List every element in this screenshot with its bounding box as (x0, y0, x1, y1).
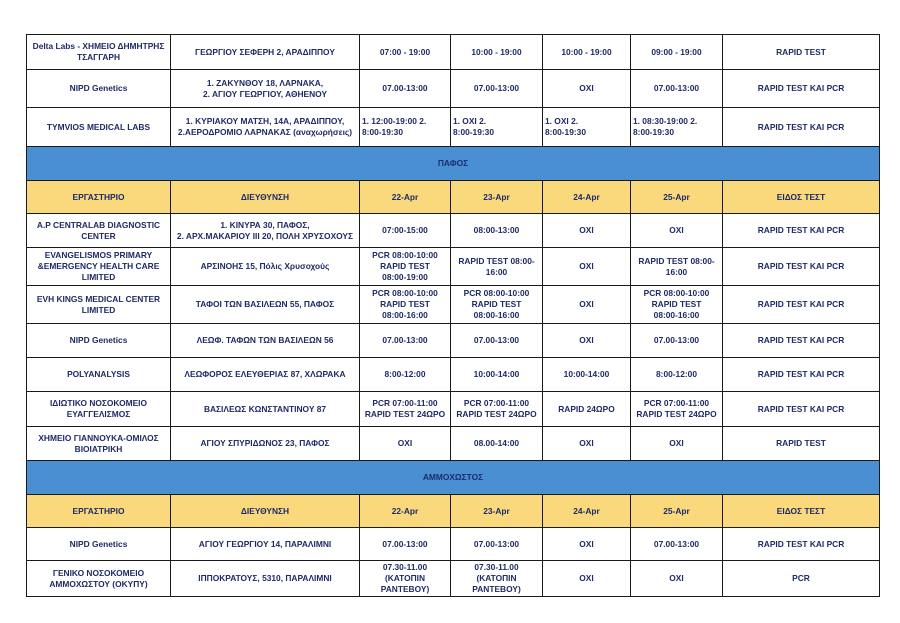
hours-day-3: ΟΧΙ (543, 561, 631, 597)
hours-day-1: PCR 08:00-10:00 RAPID TEST 08:00-19:00 (360, 248, 451, 286)
table-row (27, 108, 880, 147)
hours-day-4: ΟΧΙ (631, 214, 723, 248)
hours-day-3: 1. ΟΧΙ 2. 8:00-19:30 (543, 108, 631, 147)
table-row (27, 35, 880, 70)
header-day-3: 24-Apr (543, 495, 631, 528)
header-day-1: 22-Apr (360, 181, 451, 214)
table-row (27, 561, 880, 597)
test-type: RAPID TEST ΚΑΙ PCR (723, 324, 880, 358)
lab-address: 1. ΚΥΡΙΑΚΟΥ ΜΑΤΣΗ, 14Α, ΑΡΑΔΙΠΠΟΥ, 2.ΑΕΡΟΔΡΟΜΙΟ ΛΑΡΝΑΚΑΣ (αναχωρήσεις) (171, 108, 360, 147)
lab-name: EVH KINGS MEDICAL CENTER LIMITED (27, 286, 171, 324)
hours-day-1: 07:00 - 19:00 (360, 35, 451, 70)
table-row (27, 324, 880, 358)
table-row (27, 528, 880, 561)
lab-name: NIPD Genetics (27, 70, 171, 108)
hours-day-3: 10:00 - 19:00 (543, 35, 631, 70)
lab-name: ΙΔΙΩΤΙΚΟ ΝΟΣΟΚΟΜΕΙΟ ΕΥΑΓΓΕΛΙΣΜΟΣ (27, 392, 171, 427)
lab-address: ΒΑΣΙΛΕΩΣ ΚΩΝΣΤΑΝΤΙΝΟΥ 87 (171, 392, 360, 427)
hours-day-4: RAPID TEST 08:00- 16:00 (631, 248, 723, 286)
header-address: ΔΙΕΥΘΥΝΣΗ (171, 181, 360, 214)
lab-name: POLYANALYSIS (27, 358, 171, 392)
lab-name: NIPD Genetics (27, 324, 171, 358)
hours-day-3: 10:00-14:00 (543, 358, 631, 392)
test-type: RAPID TEST ΚΑΙ PCR (723, 358, 880, 392)
lab-address: ΑΓΙΟΥ ΓΕΩΡΓΙΟΥ 14, ΠΑΡΑΛΙΜΝΙ (171, 528, 360, 561)
hours-day-3: ΟΧΙ (543, 324, 631, 358)
hours-day-1: PCR 07:00-11:00 RAPID TEST 24ΩΡΟ (360, 392, 451, 427)
header-test-type: ΕΙΔΟΣ ΤΕΣΤ (723, 181, 880, 214)
hours-day-4: ΟΧΙ (631, 561, 723, 597)
hours-day-2: 08:00-13:00 (451, 214, 543, 248)
header-day-2: 23-Apr (451, 495, 543, 528)
hours-day-1: ΟΧΙ (360, 427, 451, 461)
hours-day-2: 07.30-11.00 (ΚΑΤΟΠΙΝ ΡΑΝΤΕΒΟΥ) (451, 561, 543, 597)
table-row (27, 427, 880, 461)
lab-address: ΑΓΙΟΥ ΣΠΥΡΙΔΩΝΟΣ 23, ΠΑΦΟΣ (171, 427, 360, 461)
hours-day-2: PCR 07:00-11:00 RAPID TEST 24ΩΡΟ (451, 392, 543, 427)
section-title: ΠΑΦΟΣ (27, 147, 880, 181)
test-type: RAPID TEST ΚΑΙ PCR (723, 392, 880, 427)
hours-day-2: RAPID TEST 08:00- 16:00 (451, 248, 543, 286)
lab-name: EVANGELISMOS PRIMARY &EMERGENCY HEALTH CARE LIMITED (27, 248, 171, 286)
hours-day-4: 07.00-13:00 (631, 324, 723, 358)
hours-day-4: PCR 07:00-11:00 RAPID TEST 24ΩΡΟ (631, 392, 723, 427)
header-address: ΔΙΕΥΘΥΝΣΗ (171, 495, 360, 528)
hours-day-4: 8:00-12:00 (631, 358, 723, 392)
table-row (27, 70, 880, 108)
table-row (27, 358, 880, 392)
test-type: RAPID TEST (723, 35, 880, 70)
hours-day-1: 07.30-11.00 (ΚΑΤΟΠΙΝ ΡΑΝΤΕΒΟΥ) (360, 561, 451, 597)
hours-day-2: 10:00-14:00 (451, 358, 543, 392)
hours-day-1: 07.00-13:00 (360, 70, 451, 108)
table-header-row (27, 495, 880, 528)
hours-day-1: 07:00-15:00 (360, 214, 451, 248)
lab-address: ΛΕΩΦΟΡΟΣ ΕΛΕΥΘΕΡΙΑΣ 87, ΧΛΩΡΑΚΑ (171, 358, 360, 392)
hours-day-2: 10:00 - 19:00 (451, 35, 543, 70)
header-lab: ΕΡΓΑΣΤΗΡΙΟ (27, 495, 171, 528)
hours-day-3: RAPID 24ΩΡΟ (543, 392, 631, 427)
section-row-pafos (27, 147, 880, 181)
test-type: RAPID TEST ΚΑΙ PCR (723, 286, 880, 324)
test-type: RAPID TEST ΚΑΙ PCR (723, 214, 880, 248)
hours-day-1: PCR 08:00-10:00 RAPID TEST 08:00-16:00 (360, 286, 451, 324)
lab-name: Delta Labs - ΧΗΜΕΙΟ ΔΗΜΗΤΡΗΣ ΤΣΑΓΓΑΡΗ (27, 35, 171, 70)
hours-day-4: 09:00 - 19:00 (631, 35, 723, 70)
lab-address: ΙΠΠΟΚΡΑΤΟΥΣ, 5310, ΠΑΡΑΛΙΜΝΙ (171, 561, 360, 597)
header-day-2: 23-Apr (451, 181, 543, 214)
hours-day-4: PCR 08:00-10:00 RAPID TEST 08:00-16:00 (631, 286, 723, 324)
table-header-row (27, 181, 880, 214)
test-type: RAPID TEST ΚΑΙ PCR (723, 248, 880, 286)
hours-day-1: 07.00-13:00 (360, 528, 451, 561)
header-day-4: 25-Apr (631, 495, 723, 528)
hours-day-2: PCR 08:00-10:00 RAPID TEST 08:00-16:00 (451, 286, 543, 324)
hours-day-3: ΟΧΙ (543, 427, 631, 461)
test-type: RAPID TEST ΚΑΙ PCR (723, 70, 880, 108)
table-row (27, 248, 880, 286)
hours-day-2: 08.00-14:00 (451, 427, 543, 461)
hours-day-2: 07.00-13:00 (451, 70, 543, 108)
hours-day-2: 07.00-13:00 (451, 528, 543, 561)
hours-day-3: ΟΧΙ (543, 214, 631, 248)
hours-day-4: ΟΧΙ (631, 427, 723, 461)
hours-day-3: ΟΧΙ (543, 528, 631, 561)
lab-address: ΑΡΣΙΝΟΗΣ 15, Πόλις Χρυσοχούς (171, 248, 360, 286)
test-type: PCR (723, 561, 880, 597)
test-type: RAPID TEST (723, 427, 880, 461)
hours-day-4: 07.00-13:00 (631, 528, 723, 561)
lab-address: 1. ΖΑΚΥΝΘΟΥ 18, ΛΑΡΝΑΚΑ, 2. ΑΓΙΟΥ ΓΕΩΡΓΙΟΥ, ΑΘΗΕΝΟΥ (171, 70, 360, 108)
hours-day-1: 1. 12:00-19:00 2. 8:00-19:30 (360, 108, 451, 147)
lab-name: ΓΕΝΙΚΟ ΝΟΣΟΚΟΜΕΙΟ ΑΜΜΟΧΩΣΤΟΥ (ΟΚΥΠΥ) (27, 561, 171, 597)
table-row (27, 214, 880, 248)
section-title: ΑΜΜΟΧΩΣΤΟΣ (27, 461, 880, 495)
hours-day-4: 1. 08:30-19:00 2. 8:00-19:30 (631, 108, 723, 147)
hours-day-4: 07.00-13:00 (631, 70, 723, 108)
hours-day-1: 07.00-13:00 (360, 324, 451, 358)
test-type: RAPID TEST ΚΑΙ PCR (723, 108, 880, 147)
hours-day-2: 1. ΟΧΙ 2. 8:00-19:30 (451, 108, 543, 147)
header-day-4: 25-Apr (631, 181, 723, 214)
hours-day-1: 8:00-12:00 (360, 358, 451, 392)
hours-day-3: ΟΧΙ (543, 286, 631, 324)
lab-name: TYMVIOS MEDICAL LABS (27, 108, 171, 147)
testing-schedule-table (26, 34, 880, 597)
lab-address: ΓΕΩΡΓΙΟΥ ΣΕΦΕΡΗ 2, ΑΡΑΔΙΠΠΟΥ (171, 35, 360, 70)
lab-address: 1. ΚΙΝΥΡΑ 30, ΠΑΦΟΣ, 2. ΑΡΧ.ΜΑΚΑΡΙΟΥ ΙΙΙ 20, ΠΟΛΗ ΧΡΥΣΟΧΟΥΣ (171, 214, 360, 248)
section-row-ammochostos (27, 461, 880, 495)
hours-day-2: 07.00-13:00 (451, 324, 543, 358)
lab-name: A.P CENTRALAB DIAGNOSTIC CENTER (27, 214, 171, 248)
hours-day-3: ΟΧΙ (543, 70, 631, 108)
test-type: RAPID TEST ΚΑΙ PCR (723, 528, 880, 561)
header-day-1: 22-Apr (360, 495, 451, 528)
table-row (27, 286, 880, 324)
hours-day-3: ΟΧΙ (543, 248, 631, 286)
header-test-type: ΕΙΔΟΣ ΤΕΣΤ (723, 495, 880, 528)
lab-address: ΛΕΩΦ. ΤΑΦΩΝ ΤΩΝ ΒΑΣΙΛΕΩΝ 56 (171, 324, 360, 358)
header-day-3: 24-Apr (543, 181, 631, 214)
header-lab: ΕΡΓΑΣΤΗΡΙΟ (27, 181, 171, 214)
lab-address: ΤΑΦΟΙ ΤΩΝ ΒΑΣΙΛΕΩΝ 55, ΠΑΦΟΣ (171, 286, 360, 324)
lab-name: ΧΗΜΕΙΟ ΓΙΑΝΝΟΥΚΑ-ΟΜΙΛΟΣ ΒΙΟΙΑΤΡΙΚΗ (27, 427, 171, 461)
table-row (27, 392, 880, 427)
lab-name: NIPD Genetics (27, 528, 171, 561)
